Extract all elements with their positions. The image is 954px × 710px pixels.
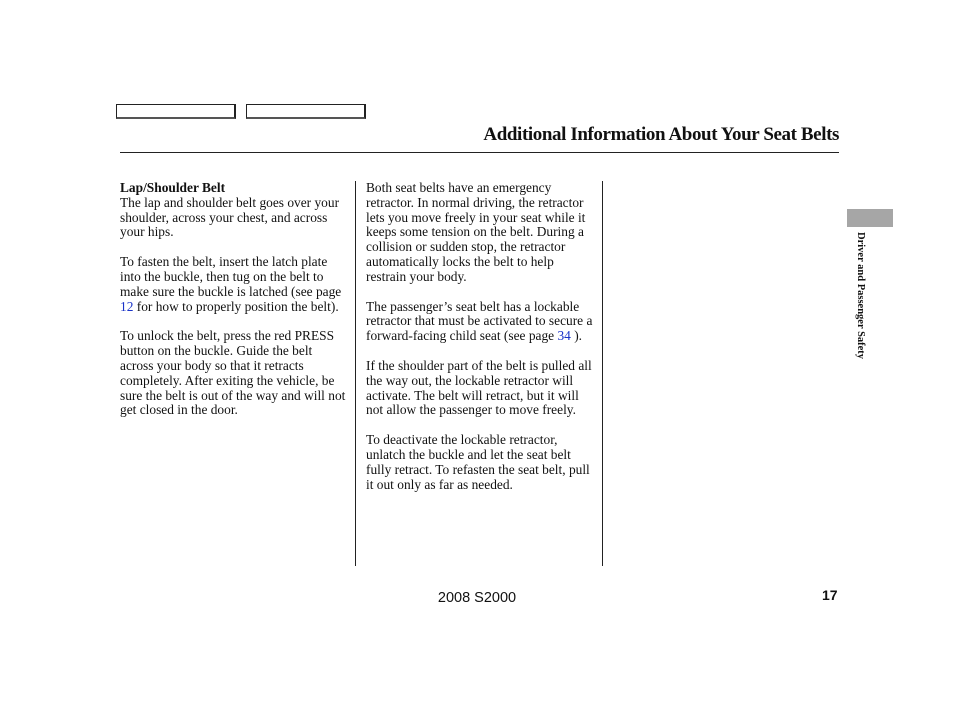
title-divider [120,152,839,153]
footer-model: 2008 S2000 [437,590,517,606]
page-link-34[interactable]: 34 [557,328,571,344]
text-column-middle [366,181,596,507]
paragraph: To deactivate the lockable retractor, unlatch the buckle and let the seat belt fully retract. To refasten the seat belt, pull it out only as far as needed. [366,432,590,492]
section-heading: Lap/Shoulder Belt [120,180,226,195]
paragraph [366,300,596,344]
paragraph: Both seat belts have an emergency retractor. In normal driving, the retractor lets you move freely in your seat while it keeps some tension on the belt. During a collision or sudden stop, the retractor automatically locks the belt to help restrain your body. [366,180,586,284]
column-divider [602,181,603,566]
paragraph: To unlock the belt, press the red PRESS button on the buckle. Guide the belt across your body so that it retracts completely. After exiting the vehicle, be sure the belt is out of the way and will not get closed in the door. [120,328,346,418]
paragraph-text: ). [570,328,583,344]
page-title: Additional Information About Your Seat Belts [483,124,839,145]
paragraph-text: To fasten the belt, insert the latch plate into the buckle, then tug on the belt to make sure the buckle is latched (see page [120,254,342,299]
next-page-button[interactable] [246,104,366,119]
page-link-12[interactable]: 12 [120,298,134,314]
paragraph: If the shoulder part of the belt is pulled all the way out, the lockable retractor will activate. The belt will retract, but it will not allow the passenger to move freely. [366,357,592,418]
text-column-left [120,181,348,433]
paragraph-text: for how to properly position the belt). [133,298,339,314]
paragraph-text: The passenger’s seat belt has a lockable retractor that must be activated to secure a forward-facing child seat (see page [366,298,593,344]
paragraph: The lap and shoulder belt goes over your shoulder, across your chest, and across your hips. [120,194,340,240]
paragraph [120,255,348,314]
page-number: 17 [822,587,838,603]
column-divider [355,181,356,566]
section-tab[interactable] [847,209,893,227]
section-label-vertical: Driver and Passenger Safety [855,232,866,360]
previous-page-button[interactable] [116,104,236,119]
